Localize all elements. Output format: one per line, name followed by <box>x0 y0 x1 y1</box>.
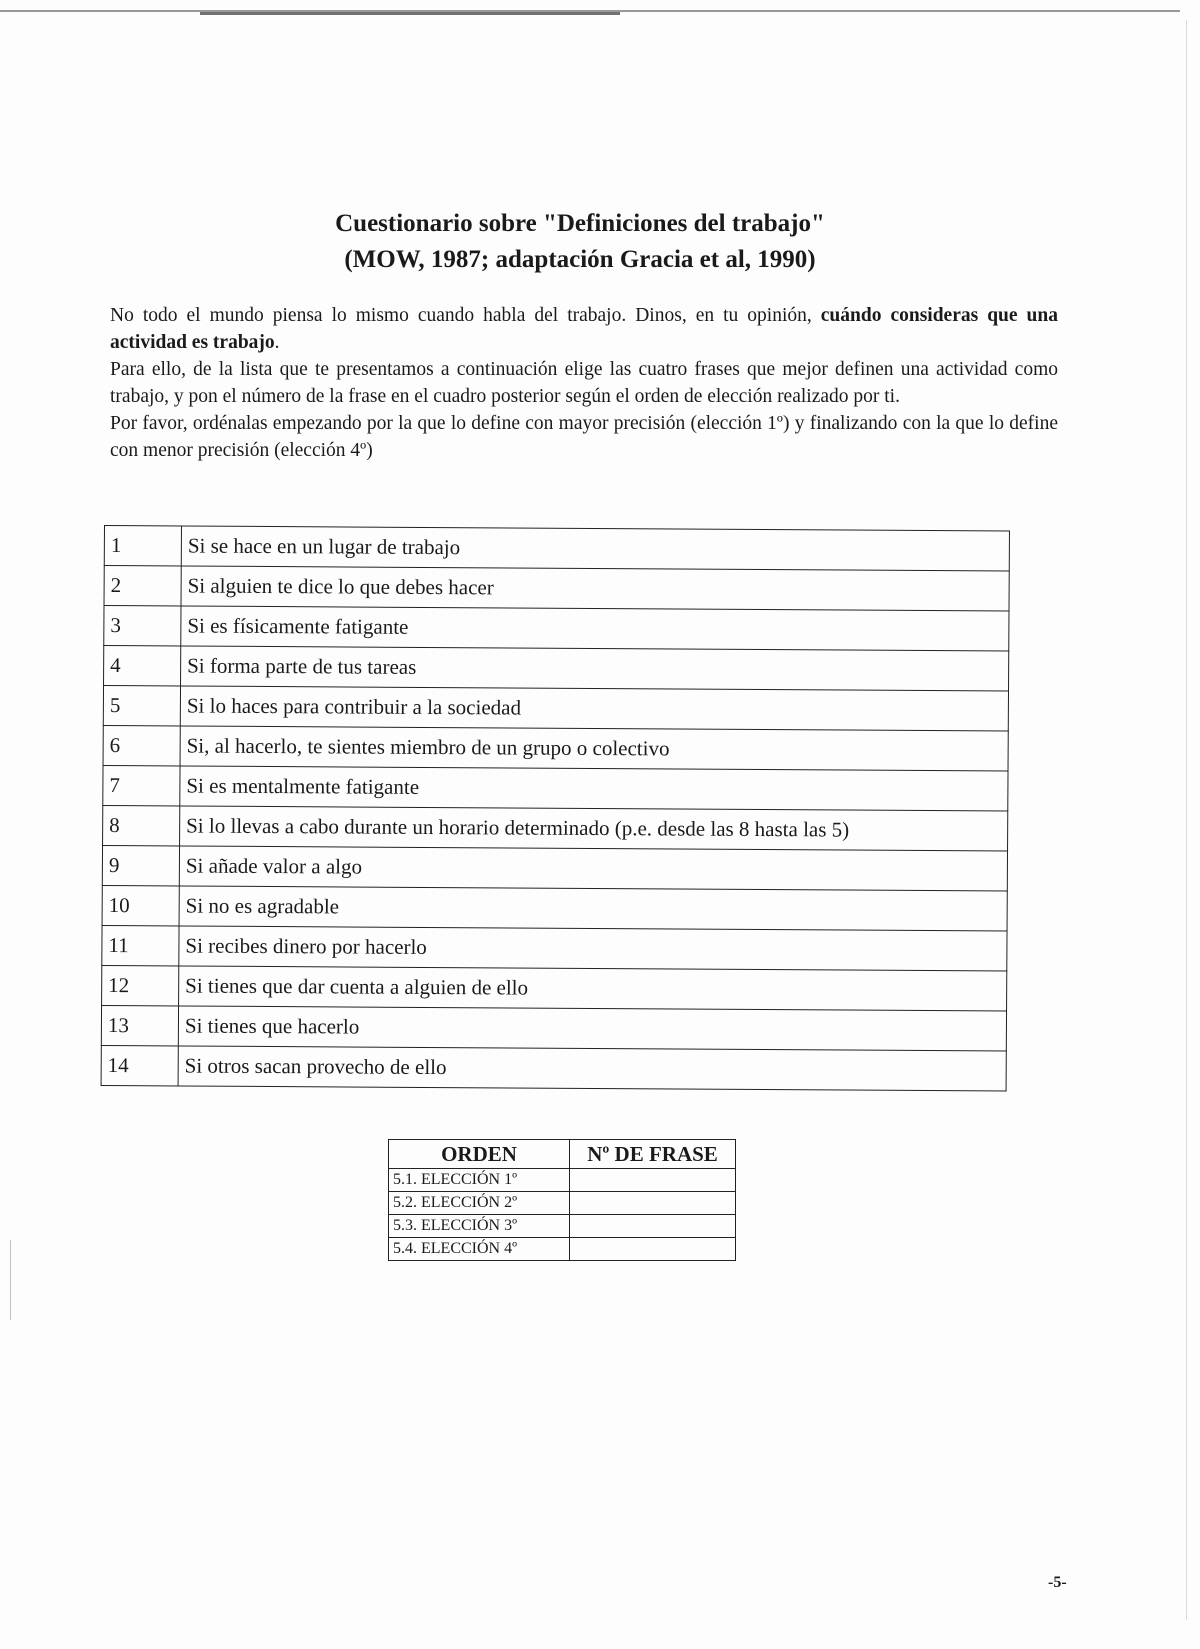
phrase-number: 14 <box>101 1045 178 1085</box>
instructions-p1-bold: cuándo consideras que una actividad es trabajo <box>110 305 1058 353</box>
title-line-2: (MOW, 1987; adaptación Gracia et al, 1990) <box>344 246 816 273</box>
phrase-list-table <box>101 525 1010 1092</box>
phrase-number: 3 <box>104 606 181 646</box>
table-row <box>104 566 1009 612</box>
phrase-text: Si otros sacan provecho de ello <box>178 1046 1006 1091</box>
choice-answer-field[interactable] <box>570 1192 736 1215</box>
instructions-p1-end: . <box>274 332 280 353</box>
table-row <box>104 606 1009 652</box>
phrase-number-column-header: Nº DE FRASE <box>570 1140 736 1169</box>
title-line-1: Cuestionario sobre "Definiciones del trabajo" <box>335 210 825 237</box>
page-number: -5- <box>1048 1574 1067 1591</box>
phrase-number: 7 <box>103 765 180 805</box>
choice-label: 5.2. ELECCIÓN 2º <box>389 1192 570 1215</box>
instructions-paragraph-2: Para ello, de la lista que te presentamos a continuación elige las cuatro frases que mejor definen una actividad como trabajo, y pon el número de la frase en el cuadro posterior según el orden de elección realizado por ti. <box>110 359 1058 407</box>
choice-label: 5.3. ELECCIÓN 3º <box>389 1215 570 1238</box>
choice-order-table <box>388 1139 736 1261</box>
table-row <box>103 805 1008 851</box>
phrase-number: 1 <box>104 526 181 566</box>
phrase-text: Si tienes que dar cuenta a alguien de ello <box>179 966 1007 1011</box>
instructions-paragraph-1 <box>110 302 1058 356</box>
phrase-number: 12 <box>102 965 179 1005</box>
phrase-text: Si forma parte de tus tareas <box>181 646 1009 691</box>
choice-answer-field[interactable] <box>570 1169 736 1192</box>
choice-answer-field[interactable] <box>570 1215 736 1238</box>
table-row <box>102 965 1007 1011</box>
table-row <box>102 845 1007 891</box>
phrase-text: Si se hace en un lugar de trabajo <box>181 526 1009 571</box>
phrase-text: Si tienes que hacerlo <box>178 1006 1006 1051</box>
phrase-text: Si añade valor a algo <box>179 846 1007 891</box>
table-row <box>104 526 1009 572</box>
phrase-text: Si lo haces para contribuir a la sociedad <box>180 686 1008 731</box>
table-row <box>101 1045 1006 1091</box>
scan-right-edge <box>1186 20 1187 1620</box>
document-title <box>0 206 1160 278</box>
scan-left-mark <box>10 1240 11 1320</box>
phrase-number: 9 <box>102 845 179 885</box>
choice-answer-field[interactable] <box>570 1238 736 1261</box>
phrase-text: Si no es agradable <box>179 886 1007 931</box>
table-row <box>103 765 1008 811</box>
table-row <box>101 1005 1006 1051</box>
order-table-header <box>389 1140 736 1169</box>
choice-label: 5.1. ELECCIÓN 1º <box>389 1169 570 1192</box>
phrase-number: 5 <box>103 686 180 726</box>
phrase-number: 8 <box>103 805 180 845</box>
phrase-number: 2 <box>104 566 181 606</box>
table-row <box>103 686 1008 732</box>
instructions-p1-text: No todo el mundo piensa lo mismo cuando habla del trabajo. Dinos, en tu opinión, <box>110 305 821 326</box>
phrase-text: Si lo llevas a cabo durante un horario determinado (p.e. desde las 8 hasta las 5) <box>180 806 1008 851</box>
phrase-number: 10 <box>102 885 179 925</box>
phrase-text: Si, al hacerlo, te sientes miembro de un grupo o colectivo <box>180 726 1008 771</box>
instructions <box>110 302 1058 464</box>
phrase-number: 4 <box>104 646 181 686</box>
phrase-text: Si es mentalmente fatigante <box>180 766 1008 811</box>
choice-label: 5.4. ELECCIÓN 4º <box>389 1238 570 1261</box>
phrase-number: 6 <box>103 725 180 765</box>
phrase-text: Si es físicamente fatigante <box>181 606 1009 651</box>
phrase-number: 13 <box>101 1005 178 1045</box>
table-row <box>389 1169 736 1192</box>
order-column-header: ORDEN <box>389 1140 570 1169</box>
table-row <box>102 925 1007 971</box>
table-row <box>389 1192 736 1215</box>
table-row <box>389 1215 736 1238</box>
phrase-text: Si recibes dinero por hacerlo <box>179 926 1007 971</box>
instructions-paragraph-3: Por favor, ordénalas empezando por la que lo define con mayor precisión (elección 1º) y finalizando con la que lo define con menor precisión (elección 4º) <box>110 413 1058 461</box>
table-row <box>389 1238 736 1261</box>
table-row <box>103 725 1008 771</box>
table-row <box>104 646 1009 692</box>
phrase-number: 11 <box>102 925 179 965</box>
scan-edge-mark <box>200 12 620 15</box>
phrase-text: Si alguien te dice lo que debes hacer <box>181 566 1009 611</box>
table-row <box>102 885 1007 931</box>
